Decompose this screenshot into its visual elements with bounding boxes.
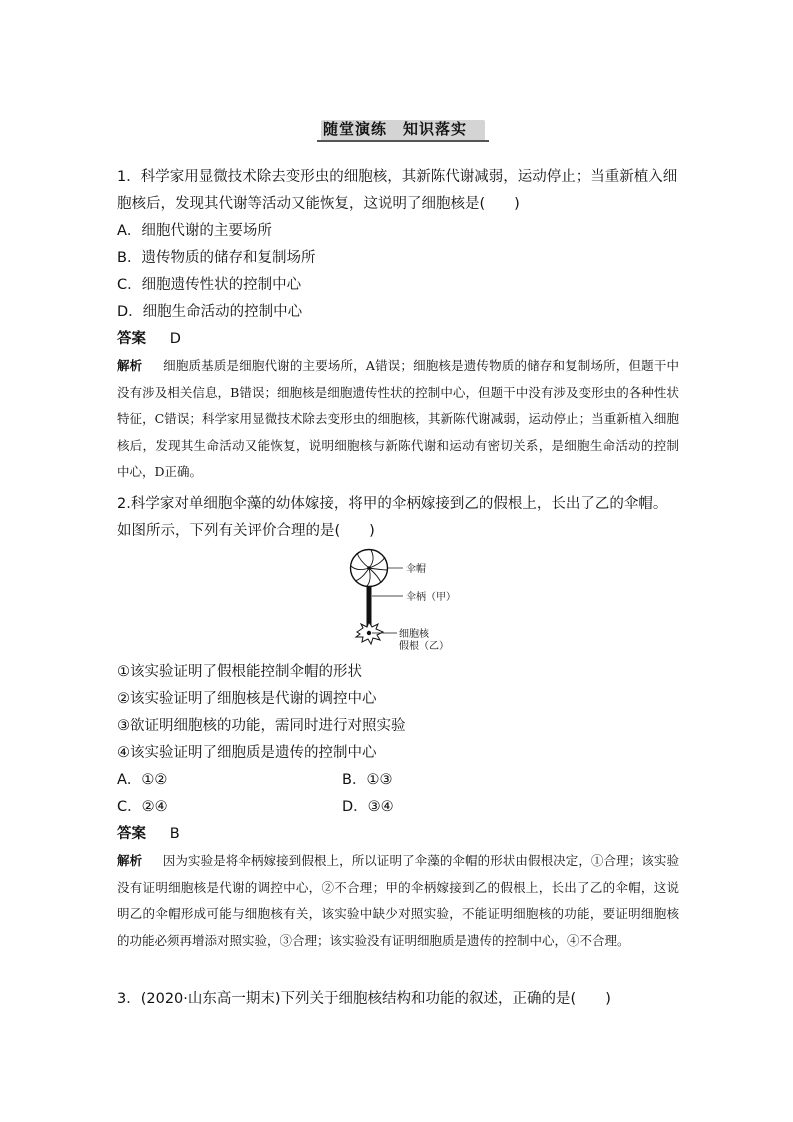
nucleus-label: 细胞核 xyxy=(399,629,429,640)
analysis-text: 因为实验是将伞柄嫁接到假根上，所以证明了伞藻的伞帽的形状由假根决定，①合理；该实验没有证明细胞核是代谢的调控中心，②不合理；甲的伞柄嫁接到乙的假根上，长出了乙的伞帽，这说明乙的伞帽形成可能与细胞核有关，该实验中缺少对照实验，不能证明细胞核的功能，要证明细胞核的功能必须再增添对照实验，③合理；该实验没有证明细胞质是遗传的控制中心，④不合理。 xyxy=(117,853,679,948)
question-2-option-b: B．①③ xyxy=(342,772,393,788)
statement-1: ①该实验证明了假根能控制伞帽的形状 xyxy=(117,664,362,680)
question-1-stem: 1．科学家用显微技术除去变形虫的细胞核，其新陈代谢减弱，运动停止；当重新植入细胞核后，发现其代谢等活动又能恢复，这说明了细胞核是( ) xyxy=(117,169,678,212)
rhizoid-label: 假根（乙） xyxy=(399,641,449,652)
question-2-option-c: C．②④ xyxy=(117,799,168,815)
question-2-answer xyxy=(117,821,679,848)
answer-value: B xyxy=(169,826,180,842)
question-1-option-c: C．细胞遗传性状的控制中心 xyxy=(117,277,302,293)
question-1-option-b: B．遗传物质的储存和复制场所 xyxy=(117,250,316,266)
statement-3: ③欲证明细胞核的功能，需同时进行对照实验 xyxy=(117,718,406,734)
statement-2: ②该实验证明了细胞核是代谢的调控中心 xyxy=(117,691,377,707)
title-underline xyxy=(317,140,489,142)
section-title: 随堂演练 知识落实 xyxy=(323,120,468,138)
analysis-label: 解析 xyxy=(117,853,143,868)
nucleus-dot xyxy=(367,631,371,635)
question-1-analysis xyxy=(117,353,679,486)
answer-label: 答案 xyxy=(117,826,146,842)
acetabularia-figure xyxy=(335,548,465,654)
section-title-banner xyxy=(307,116,485,142)
analysis-text: 细胞质基质是细胞代谢的主要场所，A错误；细胞核是遗传物质的储存和复制场所，但题干中没有涉及相关信息，B错误；细胞核是细胞遗传性状的控制中心，但题干中没有涉及变形虫的各种性状特征，C错误；科学家用显微技术除去变形虫的细胞核，其新陈代谢减弱，运动停止；当重新植入细胞核后，发现其生命活动又能恢复，说明细胞核与新陈代谢和运动有密切关系，是细胞生命活动的控制中心，D正确。 xyxy=(117,358,679,479)
question-2-option-a: A．①② xyxy=(117,772,168,788)
question-2-body xyxy=(117,659,679,954)
question-3-stem: 3．(2020·山东高一期末)下列关于细胞核结构和功能的叙述，正确的是( ) xyxy=(117,991,611,1007)
answer-label: 答案 xyxy=(117,331,146,347)
options-row-1 xyxy=(117,767,679,794)
question-2-analysis xyxy=(117,848,679,954)
statement-4: ④该实验证明了细胞质是遗传的控制中心 xyxy=(117,745,377,761)
umbrella-cap-drawing xyxy=(351,550,388,587)
question-1-option-a: A．细胞代谢的主要场所 xyxy=(117,223,272,239)
stalk-label: 伞柄（甲） xyxy=(406,592,456,603)
question-2-stem: 2.科学家对单细胞伞藻的幼体嫁接，将甲的伞柄嫁接到乙的假根上，长出了乙的伞帽。如图所示，下列有关评价合理的是( ) xyxy=(117,496,668,539)
answer-value: D xyxy=(169,331,181,347)
cap-label: 伞帽 xyxy=(406,564,426,575)
question-1-option-d: D．细胞生命活动的控制中心 xyxy=(117,304,303,320)
analysis-label: 解析 xyxy=(117,358,143,373)
question-2-stem-block xyxy=(117,491,679,545)
question-1-answer xyxy=(117,326,679,353)
question-2-option-d: D．③④ xyxy=(342,799,394,815)
options-row-2 xyxy=(117,794,679,821)
leader-lines xyxy=(372,568,403,633)
question-3 xyxy=(117,986,679,1013)
question-1 xyxy=(117,164,679,486)
